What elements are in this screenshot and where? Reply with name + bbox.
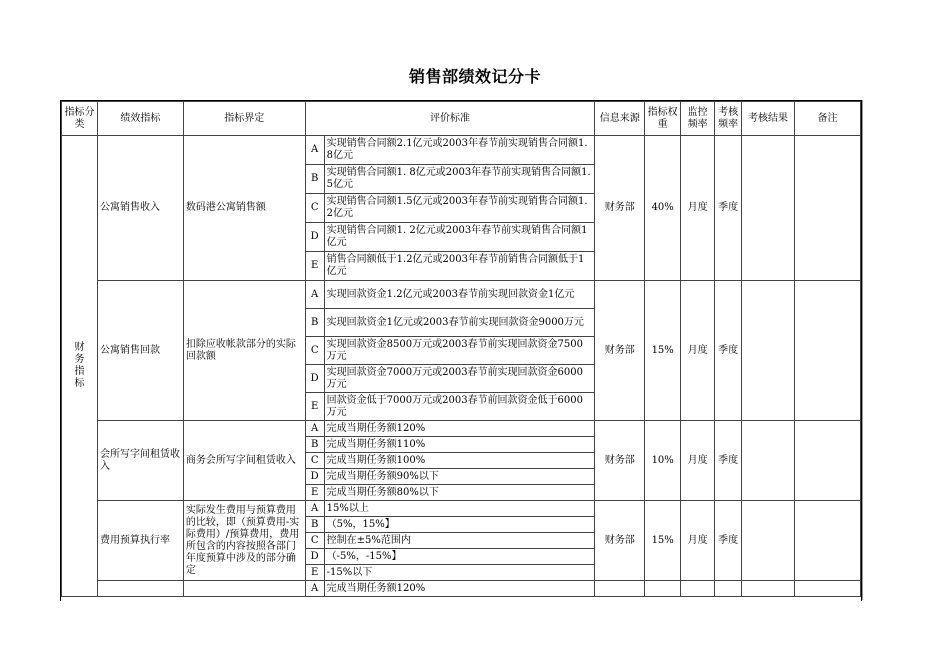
grade-criterion: 实现销售合同额1. 8亿元或2003年春节前实现销售合同额1. 5亿元: [324, 165, 595, 194]
grade-letter: D: [305, 549, 324, 565]
definition-cell: 商务会所写字间租赁收入: [183, 421, 305, 501]
weight-cell: 10%: [645, 421, 681, 501]
indicator-cell: 费用预算执行率: [97, 501, 183, 581]
grade-letter: E: [305, 485, 324, 501]
grade-criterion: 完成当期任务额120%: [324, 581, 595, 597]
header-definition: 指标界定: [183, 102, 305, 136]
grade-letter: E: [305, 252, 324, 281]
notes-cell: [795, 281, 861, 421]
table-row: [62, 281, 861, 309]
result-cell: [742, 281, 795, 421]
table-row: [62, 136, 861, 165]
monitor-cell: 月度: [681, 421, 715, 501]
grade-letter: B: [305, 165, 324, 194]
grade-criterion: 完成当期任务额90%以下: [324, 469, 595, 485]
grade-criterion: 控制在±5%范围内: [324, 533, 595, 549]
header-row: [62, 102, 861, 136]
source-cell: 财务部: [595, 281, 645, 421]
grade-criterion: 实现销售合同额1.5亿元或2003年春节前实现销售合同额1.2亿元: [324, 194, 595, 223]
grade-criterion: （5%，15%】: [324, 517, 595, 533]
grade-criterion: 15%以上: [324, 501, 595, 517]
grade-criterion: （-5%，-15%】: [324, 549, 595, 565]
source-cell: 财务部: [595, 501, 645, 581]
definition-cell: [183, 581, 305, 597]
grade-letter: B: [305, 437, 324, 453]
header-standard: 评价标准: [305, 102, 595, 136]
table-row: [62, 581, 861, 597]
header-monitor: 监控频率: [681, 102, 715, 136]
grade-criterion: 实现回款资金7000万元或2003春节前实现回款资金6000万元: [324, 365, 595, 393]
notes-cell: [795, 136, 861, 281]
header-notes: 备注: [795, 102, 861, 136]
weight-cell: 15%: [645, 281, 681, 421]
indicator-cell: 公寓销售收入: [97, 136, 183, 281]
grade-letter: C: [305, 453, 324, 469]
grade-letter: A: [305, 421, 324, 437]
review-cell: 季度: [715, 421, 742, 501]
grade-letter: D: [305, 223, 324, 252]
grade-criterion: 完成当期任务额100%: [324, 453, 595, 469]
header-indicator: 绩效指标: [97, 102, 183, 136]
indicator-cell: [97, 581, 183, 597]
monitor-cell: 月度: [681, 501, 715, 581]
grade-criterion: 实现销售合同额1. 2亿元或2003年春节前实现销售合同额1亿元: [324, 223, 595, 252]
grade-criterion: 完成当期任务额110%: [324, 437, 595, 453]
grade-letter: A: [305, 281, 324, 309]
grade-letter: B: [305, 309, 324, 337]
indicator-cell: 会所写字间租赁收入: [97, 421, 183, 501]
header-category: 指标分类: [62, 102, 98, 136]
grade-letter: A: [305, 501, 324, 517]
grade-letter: D: [305, 365, 324, 393]
result-cell: [742, 136, 795, 281]
grade-criterion: 销售合同额低于1.2亿元或2003年春节前销售合同额低于1亿元: [324, 252, 595, 281]
frame-shadow: [862, 100, 863, 600]
grade-letter: C: [305, 337, 324, 365]
weight-cell: [645, 581, 681, 597]
review-cell: [715, 581, 742, 597]
grade-criterion: -15%以下: [324, 565, 595, 581]
scorecard-table: [61, 101, 861, 597]
category-cell: 财务指标: [62, 136, 98, 597]
definition-cell: 扣除应收帐款部分的实际回款额: [183, 281, 305, 421]
grade-letter: E: [305, 393, 324, 421]
grade-letter: E: [305, 565, 324, 581]
header-source: 信息来源: [595, 102, 645, 136]
weight-cell: 15%: [645, 501, 681, 581]
grade-criterion: 完成当期任务额80%以下: [324, 485, 595, 501]
notes-cell: [795, 421, 861, 501]
review-cell: 季度: [715, 501, 742, 581]
indicator-cell: 公寓销售回款: [97, 281, 183, 421]
grade-letter: B: [305, 517, 324, 533]
header-result: 考核结果: [742, 102, 795, 136]
header-review: 考核频率: [715, 102, 742, 136]
monitor-cell: 月度: [681, 281, 715, 421]
review-cell: 季度: [715, 281, 742, 421]
result-cell: [742, 501, 795, 581]
notes-cell: [795, 501, 861, 581]
grade-criterion: 实现回款资金8500万元或2003春节前实现回款资金7500万元: [324, 337, 595, 365]
table-row: [62, 501, 861, 517]
weight-cell: 40%: [645, 136, 681, 281]
header-weight: 指标权重: [645, 102, 681, 136]
definition-cell: 实际发生费用与预算费用的比较，即（预算费用-实际费用）/预算费用，费用所包含的内容按照各部门年度预算中涉及的部分确定: [183, 501, 305, 581]
result-cell: [742, 581, 795, 597]
grade-criterion: 实现销售合同额2.1亿元或2003年春节前实现销售合同额1.8亿元: [324, 136, 595, 165]
result-cell: [742, 421, 795, 501]
monitor-cell: 月度: [681, 136, 715, 281]
source-cell: [595, 581, 645, 597]
grade-criterion: 实现回款资金1.2亿元或2003春节前实现回款资金1亿元: [324, 281, 595, 309]
notes-cell: [795, 581, 861, 597]
grade-letter: D: [305, 469, 324, 485]
monitor-cell: [681, 581, 715, 597]
definition-cell: 数码港公寓销售额: [183, 136, 305, 281]
grade-criterion: 完成当期任务额120%: [324, 421, 595, 437]
grade-letter: C: [305, 194, 324, 223]
review-cell: 季度: [715, 136, 742, 281]
grade-letter: A: [305, 136, 324, 165]
grade-criterion: 实现回款资金1亿元或2003春节前实现回款资金9000万元: [324, 309, 595, 337]
grade-criterion: 回款资金低于7000万元或2003春节前回款资金低于6000万元: [324, 393, 595, 421]
page-title: 销售部绩效记分卡: [408, 67, 541, 86]
scorecard-frame: [60, 100, 862, 601]
grade-letter: C: [305, 533, 324, 549]
table-row: [62, 421, 861, 437]
grade-letter: A: [305, 581, 324, 597]
source-cell: 财务部: [595, 136, 645, 281]
source-cell: 财务部: [595, 421, 645, 501]
